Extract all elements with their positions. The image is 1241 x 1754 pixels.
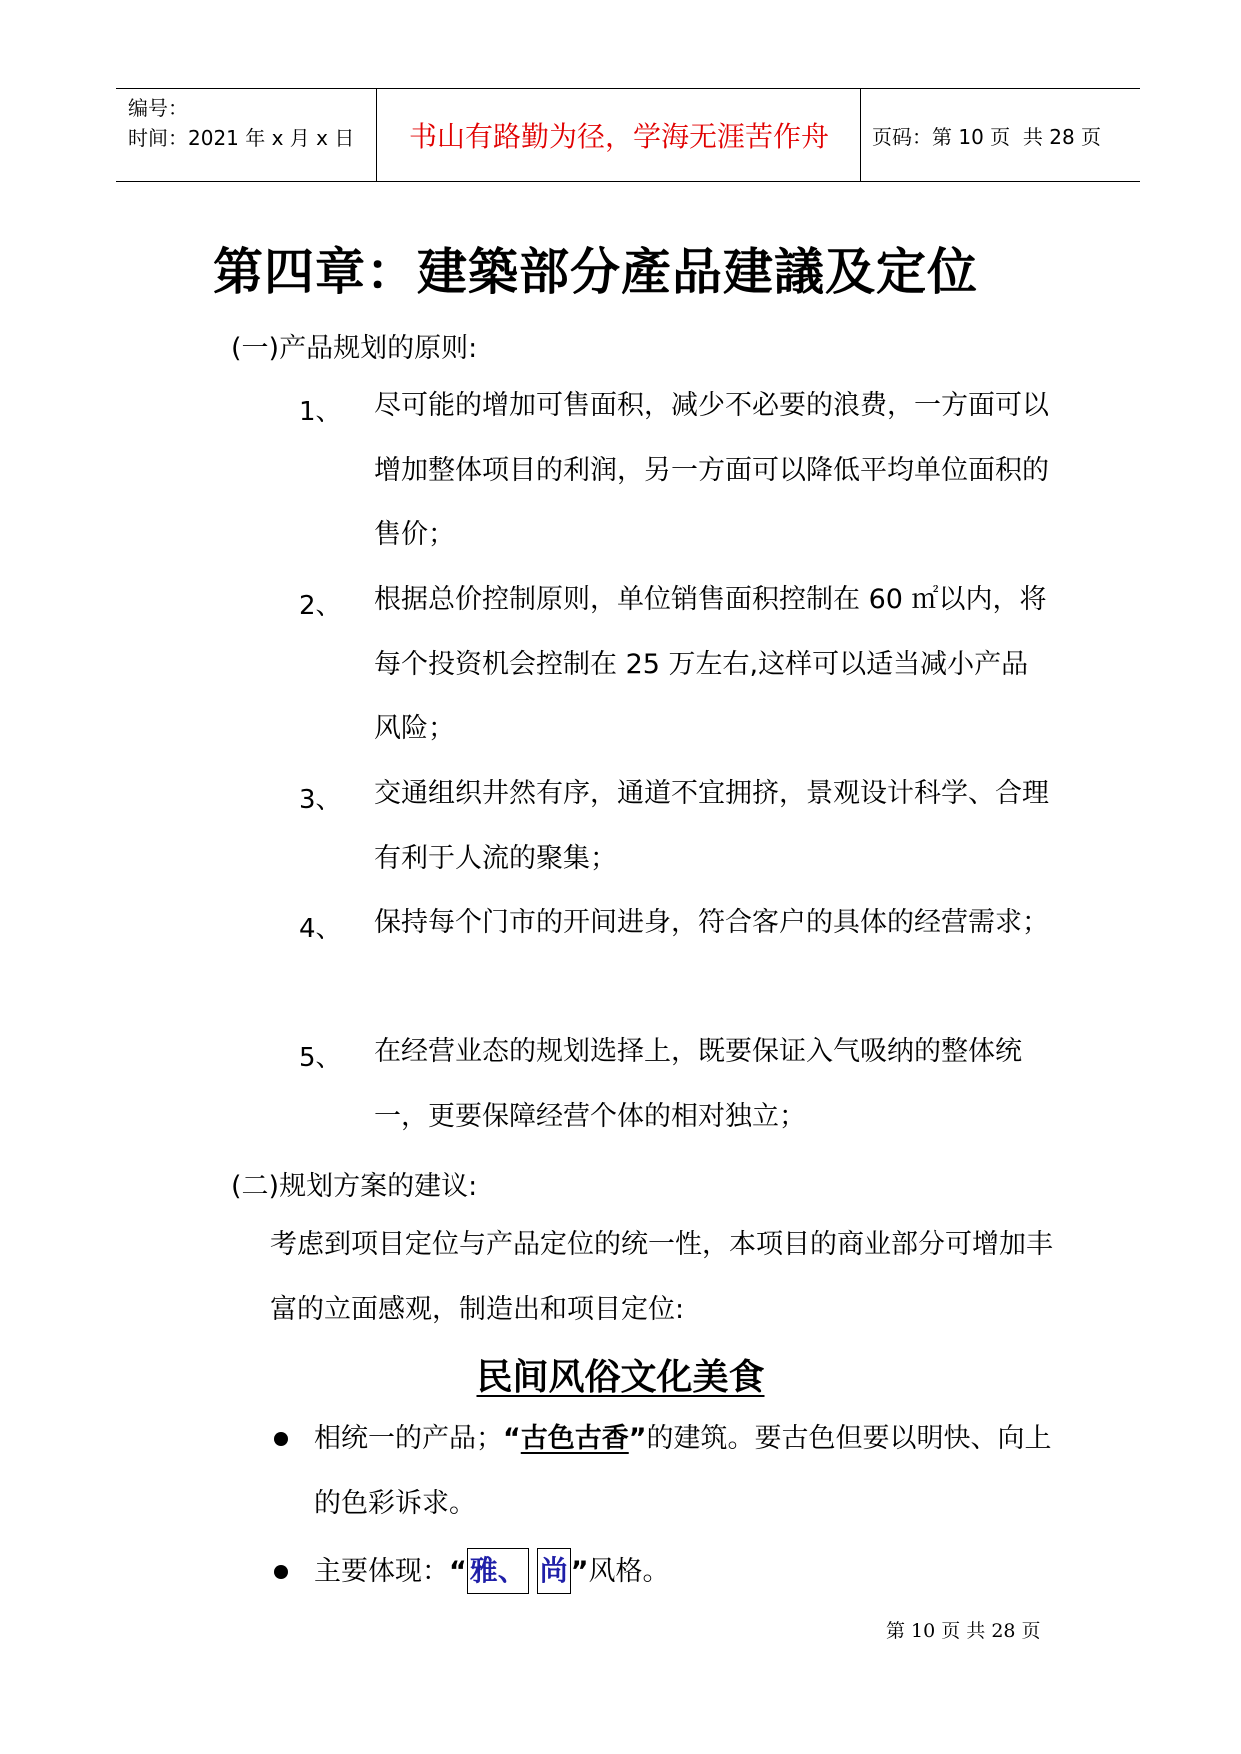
- list-item-text: 交通组织井然有序，通道不宜拥挤，景观设计科学、合理有利于人流的聚集；: [374, 778, 1049, 874]
- bullet-icon: [274, 1565, 288, 1579]
- bullet-icon: [274, 1432, 288, 1446]
- bullet-text: 主要体现：“ 雅、 尚 ”风格。: [314, 1540, 1074, 1605]
- header-motto: 书山有路勤为径，学海无涯苦作舟: [408, 120, 829, 153]
- section-title: (一)产品规划的原则:: [231, 333, 478, 364]
- bullet-text: 相统一的产品；“古色古香”的建筑。要古色但要以明快、向上的色彩诉求。: [314, 1423, 1052, 1519]
- page-header: [116, 88, 1140, 182]
- list-item-text: 保持每个门市的开间进身，符合客户的具体的经营需求；: [374, 907, 1049, 938]
- document-number-label: 编号：: [128, 96, 188, 120]
- list-item-text: 尽可能的增加可售面积，减少不必要的浪费，一方面可以增加整体项目的利润，另一方面可以降低平均单位面积的售价；: [374, 390, 1049, 550]
- header-meta: [128, 93, 354, 153]
- chapter-title: 第四章：建築部分產品建議及定位: [213, 242, 978, 301]
- document-time-label: 时间：2021 年 x 月 x 日: [128, 126, 355, 150]
- list-item-number: 4、: [299, 914, 342, 944]
- subtitle: 民间风俗文化美食: [476, 1356, 765, 1398]
- section-title: (二)规划方案的建议:: [231, 1171, 478, 1202]
- header-page-number: 页码：第 10 页 共 28 页: [872, 124, 1102, 149]
- list-item-number: 3、: [299, 785, 342, 815]
- page-footer: 第 10 页 共 28 页: [886, 1620, 1041, 1642]
- highlight-box: 雅、: [467, 1548, 529, 1594]
- list-item-text: 根据总价控制原则，单位销售面积控制在 60 ㎡以内，将每个投资机会控制在 25 万左右,这样可以适当减小产品风险；: [374, 584, 1047, 744]
- header-divider: [860, 89, 861, 181]
- list-item-number: 2、: [299, 591, 342, 621]
- list-item-number: 5、: [299, 1043, 342, 1073]
- header-divider: [376, 89, 377, 181]
- list-item-text: 在经营业态的规划选择上，既要保证入气吸纳的整体统一，更要保障经营个体的相对独立；: [374, 1036, 1022, 1132]
- list-item-number: 1、: [299, 397, 342, 427]
- highlight-box: 尚: [537, 1548, 571, 1594]
- body-paragraph: 考虑到项目定位与产品定位的统一性，本项目的商业部分可增加丰富的立面感观，制造出和项目定位:: [270, 1229, 1053, 1325]
